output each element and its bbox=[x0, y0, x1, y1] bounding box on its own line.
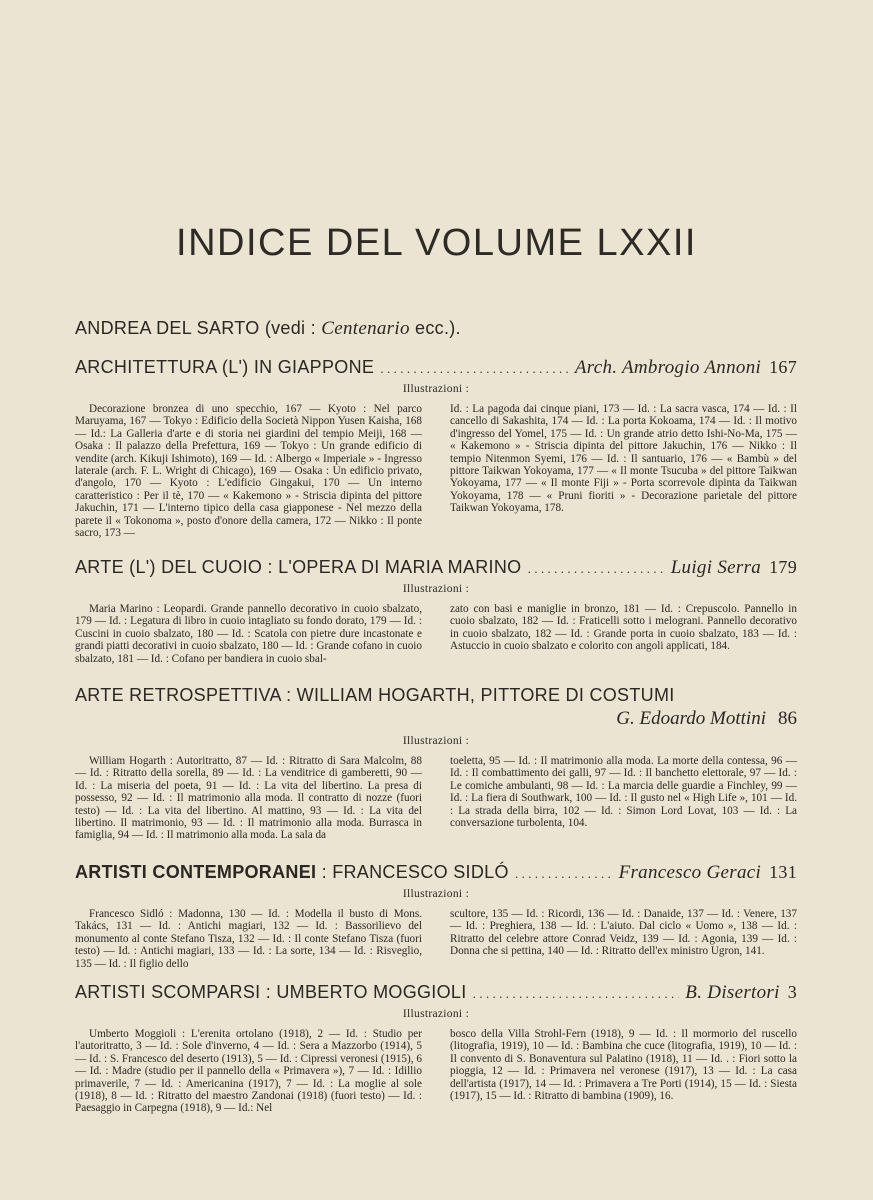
entry-arte-del-cuoio bbox=[75, 555, 797, 665]
illustrations-text: zato con basi e maniglie in bronzo, 181 — Id. : Crepuscolo. Pannello in cuoio sbalzato, 182 — Id. : Fraticelli sotto i melograni. Pannello decorativo in cuoio sbalzato, 182 — Id. : Grande porta in cuoio sbalzato, 183 — Id. : Astuccio in cuoio sbalzato e colorito con angoli applicati, 184. bbox=[450, 603, 797, 653]
entry-author: Arch. Ambrogio Annoni bbox=[574, 357, 762, 378]
entry-page-number: 86 bbox=[778, 708, 797, 729]
entry-author: B. Disertori bbox=[685, 982, 780, 1003]
illustrations-label: Illustrazioni : bbox=[402, 735, 470, 747]
illustrations-columns bbox=[75, 1028, 797, 1115]
entry-author: G. Edoardo Mottini bbox=[616, 708, 766, 729]
entry-head-bold: ARTISTI CONTEMPORANEI bbox=[75, 862, 317, 882]
illustrations-left-column bbox=[75, 908, 422, 970]
illustrations-left-column bbox=[75, 755, 422, 842]
entry-heading-line bbox=[75, 683, 797, 707]
entry-head-rest: : FRANCESCO SIDLÓ bbox=[316, 862, 509, 882]
illustrations-text: Maria Marino : Leopardi. Grande pannello decorativo in cuoio sbalzato, 179 — Id. : Legatura di libro in cuoio intagliato su fondo dorato, 179 — Id. : Cuscini in cuoio sbalzato, 180 — Id. : Scatola con pietre dure incastonate e grandi piatti decorativi in cuoio sbalzato, 180 — Id. : Grande cofano in cuoio sbalzato, 181 — Id. : Cofano per bandiera in cuoio sbal- bbox=[75, 603, 422, 665]
illustrations-text: Umberto Moggioli : L'erenita ortolano (1918), 2 — Id. : Studio per l'autoritratto, 3 — Id. : Sole d'inverno, 4 — Id. : Sera a Mazzorbo (1914), 5 — Id. : S. Francesco del deserto (1913), 5 — Id. : Cipressi veronesi (1915), 6 — Id. : Madre (studio per il pannello della « Primavera »), 7 — Id. : Idillio primaverile, 7 — Id. : Americanina (1917), 7 — Id. : La moglie al sole (1918), 8 — Id. : Ritratto del maestro Zandonai (1918) (fuori testo) — Id. : Paesaggio in Carpegna (1918), 9 — Id.: Nel bbox=[75, 1028, 422, 1115]
entry-italic-ref: Centenario bbox=[321, 318, 410, 339]
leader-dots bbox=[527, 557, 664, 581]
entry-heading-line bbox=[75, 980, 797, 1004]
illustrations-right-column bbox=[450, 1028, 797, 1115]
illustrations-text: bosco della Villa Strohl-Fern (1918), 9 — Id. : Il mormorio del ruscello (litografia, 1919), 10 — Id. : Bambina che cuce (litografia, 1919), 10 — Id. : Il convento di S. Bonaventura sul Palatino (1918), 11 — Id. . : Fiori sotto la pioggia, 12 — Id. : Primavera nel veronese (1917), 13 — Id. : La casa dell'artista (1917), 14 — Id. : Primavera a Tre Porti (1914), 15 — Id. : Siesta (1917), 15 — Id. : Ritratto di bambina (1909), 16. bbox=[450, 1028, 797, 1103]
entry-author-line bbox=[75, 707, 797, 731]
illustrations-text: scultore, 135 — Id. : Ricordi, 136 — Id. : Danaide, 137 — Id. : Venere, 137 — Id. : Preghiera, 138 — Id. : L'aiuto. Dal ciclo « Uomo », 138 — Id. : Ritratto del celebre attore Conrad Veidz, 139 — Id. : Agonia, 139 — Id. : Donna che si pettina, 140 — Id. : Ritratto dell'ex ministro Ugron, 141. bbox=[450, 908, 797, 958]
illustrations-right-column bbox=[450, 403, 797, 539]
entry-page-number: 167 bbox=[769, 357, 797, 377]
entry-architettura-giappone bbox=[75, 355, 797, 539]
entry-page-number: 131 bbox=[769, 862, 797, 882]
entry-heading-line bbox=[75, 555, 797, 579]
entry-heading-line bbox=[75, 355, 797, 379]
illustrations-columns bbox=[75, 603, 797, 665]
leader-dots bbox=[473, 982, 680, 1006]
entry-author: Francesco Geraci bbox=[618, 862, 762, 883]
illustrations-left-column bbox=[75, 403, 422, 539]
page-title: INDICE DEL VOLUME LXXII bbox=[176, 222, 697, 264]
illustrations-left-column bbox=[75, 603, 422, 665]
illustrations-right-column bbox=[450, 908, 797, 970]
illustrations-label: Illustrazioni : bbox=[402, 888, 470, 900]
entry-tail: ecc.). bbox=[409, 318, 461, 338]
entry-artisti-scomparsi bbox=[75, 980, 797, 1115]
entry-arte-retrospettiva bbox=[75, 683, 797, 842]
entry-head: ARTISTI SCOMPARSI : UMBERTO MOGGIOLI bbox=[75, 982, 467, 1002]
illustrations-columns bbox=[75, 403, 797, 539]
entry-head: ANDREA DEL SARTO (vedi : bbox=[75, 318, 322, 338]
entry-head: ARTE RETROSPETTIVA : WILLIAM HOGARTH, PITTORE DI COSTUMI bbox=[75, 685, 675, 705]
entry-head: ARCHITETTURA (L') IN GIAPPONE bbox=[75, 357, 375, 377]
illustrations-text: Id. : La pagoda dai cinque piani, 173 — Id. : La sacra vasca, 174 — Id. : Il cancello di Sakashita, 174 — Id. : La porta Kokoama, 174 — Id. : Il motivo d'ingresso del Yomel, 175 — Id. : Un grande atrio detto Ishi-No-Ma, 175 — « Kakemono » - Striscia dipinta del pittore Jakuchin, 176 — Nikko : Il tempio Nitenmon Syemi, 176 — Id. : Il santuario, 176 — « Bambù » del pittore Taikwan Yokoyama, 177 — « Il monte Tsucuba » del pittore Taikwan Yokoyama, 177 — « Il monte Fiji » - Porta scorrevole dipinta da Taikwan Yokoyama, 178 — « Pruni fioriti » - Decorazione parietale del pittore Taikwan Yokoyama, 178. bbox=[450, 403, 797, 515]
entry-page-number: 179 bbox=[769, 557, 797, 577]
illustrations-label: Illustrazioni : bbox=[402, 583, 470, 595]
entry-head bbox=[75, 860, 509, 884]
illustrations-text: toeletta, 95 — Id. : Il matrimonio alla moda. La morte della contessa, 96 — Id. : Il combattimento dei galli, 97 — Id. : Il banchetto elettorale, 97 — Id. : Le comiche ambulanti, 98 — Id. : La marcia delle guardie a Finchley, 99 — Id. : La fiera di Southwark, 100 — Id. : Il gusto nel « High Life », 101 — Id. : La strada della birra, 102 — Id. : Simon Lord Lovat, 103 — Id. : La conversazione turbolenta, 104. bbox=[450, 755, 797, 830]
entry-andrea-del-sarto bbox=[75, 318, 461, 340]
illustrations-right-column bbox=[450, 603, 797, 665]
illustrations-right-column bbox=[450, 755, 797, 842]
illustrations-label: Illustrazioni : bbox=[402, 1008, 470, 1020]
entry-artisti-contemporanei bbox=[75, 860, 797, 970]
illustrations-columns bbox=[75, 908, 797, 970]
entry-heading-line bbox=[75, 860, 797, 884]
illustrations-text: Decorazione bronzea di uno specchio, 167 — Kyoto : Nel parco Maruyama, 167 — Tokyo : Edificio della Società Nippon Yusen Kaisha, 168 — Id.: La Galleria d'arte e di storia nei giardini del tempio Meiji, 168 — Osaka : Il palazzo della Prefettura, 169 — Tokyo : Un grande edificio di vendite (arch. Kikuji Ishimoto), 169 — Id. : Albergo « Imperiale » - Ingresso laterale (arch. F. L. Wright di Chicago), 169 — Osaka : Un edificio privato, d'angolo, 170 — Kyoto : L'edificio Gingakui, 170 — Un interno caratteristico : Per il tè, 170 — « Kakemono » - Striscia dipinta del pittore Jakuchin, 171 — L'interno tipico della casa giapponese - Nel mezzo della parete il « Tokonoma », posto d'onore della camera, 172 — Nikko : Il ponte sacro, 173 — bbox=[75, 403, 422, 540]
entry-author: Luigi Serra bbox=[670, 557, 762, 578]
entry-page-number: 3 bbox=[787, 982, 797, 1002]
leader-dots bbox=[380, 357, 569, 381]
entry-head: ARTE (L') DEL CUOIO : L'OPERA DI MARIA MARINO bbox=[75, 557, 522, 577]
illustrations-text: William Hogarth : Autoritratto, 87 — Id. : Ritratto di Sara Malcolm, 88 — Id. : Ritratto della sorella, 89 — Id. : La venditrice di gamberetti, 90 — Id. : La miseria del poeta, 91 — Id. : La vita del libertino. La presa di possesso, 92 — Id. : Il matrimonio alla moda. Il contratto di nozze (fuori testo) — Id. : La vita del libertino. Al mattino, 93 — Id. : La vita del libertino. Il matrimonio, 93 — Id. : Il matrimonio alla moda. Burrasca in famiglia, 94 — Id. : Il matrimonio alla moda. La sala da bbox=[75, 755, 422, 842]
illustrations-columns bbox=[75, 755, 797, 842]
illustrations-left-column bbox=[75, 1028, 422, 1115]
illustrations-text: Francesco Sidló : Madonna, 130 — Id. : Modella il busto di Mons. Takács, 131 — Id. : Antichi magiari, 132 — Id. : Bassorilievo del monumento al conte Stefano Tisza, 132 — Id. : Il conte Stefano Tisza (fuori testo) — Id. : Antichi magiari, 133 — Id. : La sorte, 134 — Id. : Risveglio, 135 — Id. : Il figlio dello bbox=[75, 908, 422, 970]
leader-dots bbox=[515, 862, 613, 886]
illustrations-label: Illustrazioni : bbox=[402, 383, 470, 395]
